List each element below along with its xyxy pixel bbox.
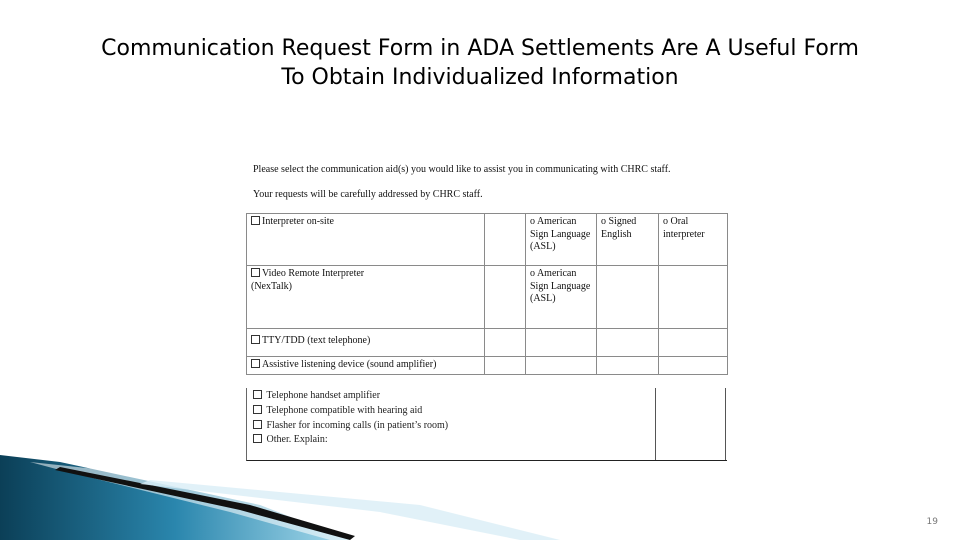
checkbox (251, 216, 260, 225)
row-label: Video Remote Interpreter (NexTalk) (247, 266, 485, 329)
list-item: Other. Explain: (253, 434, 328, 445)
checkbox (251, 268, 260, 277)
aids-table (246, 213, 728, 375)
slide-title-line2: To Obtain Individualized Information (281, 65, 679, 90)
page-number: 19 (926, 517, 938, 527)
slide-title-line1: Communication Request Form in ADA Settlements Are A Useful Form (101, 36, 859, 61)
option-cell: o American Sign Language (ASL) (526, 266, 597, 329)
table-row (247, 357, 728, 375)
row-label: TTY/TDD (text telephone) (247, 329, 485, 357)
table-row (247, 214, 728, 266)
option-cell: o Signed English (597, 214, 659, 266)
option-cell: o American Sign Language (ASL) (526, 214, 597, 266)
form-assurance: Your requests will be carefully addressed by CHRC staff. (253, 189, 483, 200)
list-item: Telephone compatible with hearing aid (253, 405, 422, 416)
option-cell: o Oral interpreter (659, 214, 728, 266)
lower-form-section (246, 388, 727, 461)
row-label: Assistive listening device (sound amplifier) (247, 357, 485, 375)
table-row (247, 266, 728, 329)
list-item: Telephone handset amplifier (253, 390, 380, 401)
list-item: Flasher for incoming calls (in patient’s room) (253, 420, 448, 431)
checkbox (251, 359, 260, 368)
table-row (247, 329, 728, 357)
slide-title (0, 34, 960, 92)
form-instruction: Please select the communication aid(s) you would like to assist you in communicating with CHRC staff. (253, 164, 671, 175)
checkbox (251, 335, 260, 344)
row-label: Interpreter on-site (247, 214, 485, 266)
